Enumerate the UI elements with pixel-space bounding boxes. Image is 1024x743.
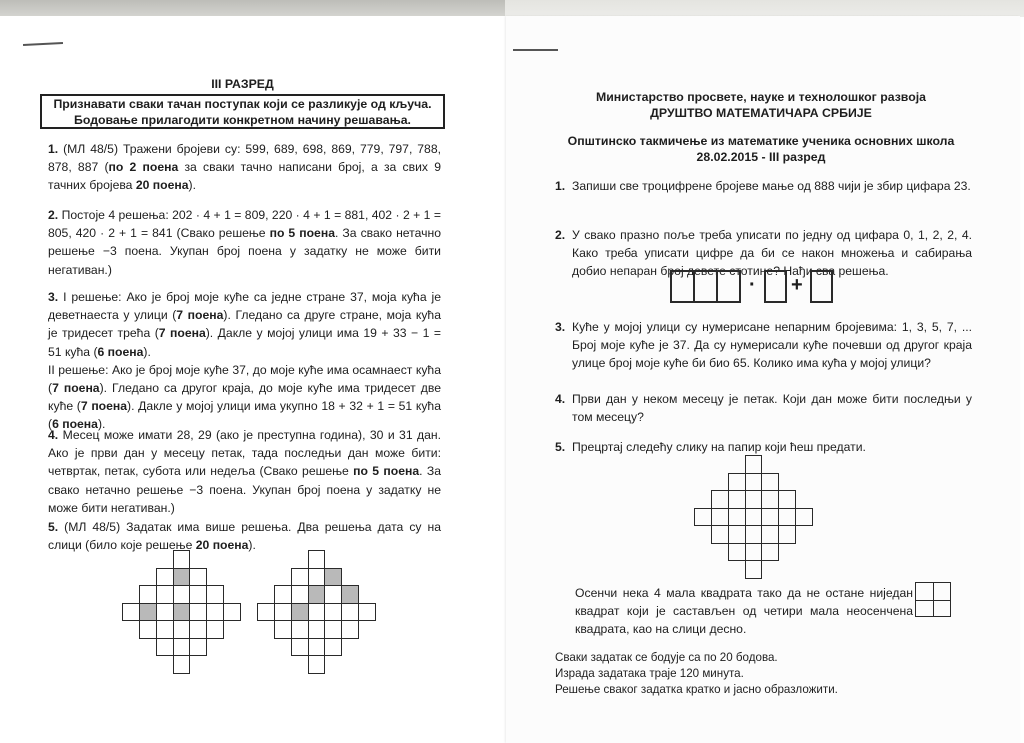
footer-line-3: Решење сваког задатка кратко и јасно образложити. <box>555 683 838 696</box>
problem-4 <box>555 390 972 426</box>
grid-cell <box>761 525 779 544</box>
multiply-sign: · <box>749 274 756 296</box>
grid-cell <box>173 585 191 604</box>
grid-cell <box>189 603 207 622</box>
grid-cell <box>291 585 309 604</box>
points-emphasis: 7 поена <box>80 399 128 414</box>
problem-5-text: Прецртај следећу слику на папир који ћеш предати. <box>572 440 866 454</box>
grid-cell <box>728 525 746 544</box>
grid-cell <box>308 568 326 587</box>
problem-5-number: 5. <box>555 440 566 454</box>
solution-text: ). Дакле у мојој улици има 19 + 33 − 1 = 51 кућа ( <box>48 326 441 359</box>
grid-cell <box>728 473 746 492</box>
grid-cell <box>206 603 224 622</box>
points-emphasis: 7 поена <box>176 308 224 323</box>
key-note-line2: Бодовање прилагодити конкретном начину решавања. <box>74 112 411 127</box>
points-emphasis: 6 поена <box>52 417 98 432</box>
grid-cell <box>173 638 191 657</box>
grid-cell <box>358 603 376 622</box>
grid-cell-shaded <box>341 585 359 604</box>
grid-cell <box>324 638 342 657</box>
solution-text: ). <box>143 344 151 359</box>
grid-cell <box>324 585 342 604</box>
solution-text: (МЛ 48/5) Задатак има више решења. Два решења дата су на слици (било које решење <box>48 520 441 553</box>
solution-text: ). Гледано са другог краја, до моје куће има тридесет две куће ( <box>48 381 441 414</box>
problem-3 <box>555 318 972 373</box>
digit-box-2 <box>693 270 718 303</box>
solution-number: 1. <box>48 142 59 156</box>
grid-cell <box>206 585 224 604</box>
problem-1-number: 1. <box>555 179 566 193</box>
grid-cell <box>206 620 224 639</box>
problem-5-note: Осенчи нека 4 мала квадрата тако да не остане ниједан квадрат који је састављен од четири мала неосенчена квадрата, као на слици десно. <box>575 586 913 637</box>
points-emphasis: 20 поена <box>135 178 189 193</box>
grid-cell-shaded <box>324 568 342 587</box>
solution-3 <box>48 288 441 434</box>
solution-text: ). <box>188 178 196 193</box>
solution-1 <box>48 140 441 195</box>
grid-cell <box>274 603 292 622</box>
problem-1-text: Запиши све троцифрене бројеве мање од 888 чији је збир цифара 23. <box>572 179 971 193</box>
grid-cell <box>745 473 763 492</box>
points-emphasis: по 5 поена <box>269 226 335 241</box>
solution-text: ). Гледано са друге стране, моја кућа је тридесет трећа ( <box>48 308 441 341</box>
grid-cell-shaded <box>173 603 191 622</box>
solution-text: Месец може имати 28, 29 (ако је преступна година), 30 и 31 дан. Ако је први дан у месецу петак, тада последњи дан може бити: четвртак, петак, субота или недеља (Свако решење <box>48 428 441 479</box>
grid-cell <box>156 585 174 604</box>
grid-cell <box>274 620 292 639</box>
pen-mark <box>23 42 63 46</box>
digit-box-5 <box>810 270 833 303</box>
points-emphasis: 6 поена <box>97 344 144 359</box>
solution-text: I решење: Ако је број моје куће са једне стране 37, моја кућа је деветнаеста у улици ( <box>48 290 441 323</box>
plus-sign: + <box>791 274 803 296</box>
grid-cell <box>308 638 326 657</box>
grid-cell <box>761 508 779 527</box>
points-emphasis: 7 поена <box>52 381 100 396</box>
grid-cell <box>694 508 712 527</box>
grid-cell <box>745 560 763 579</box>
grid-cell <box>711 490 729 509</box>
grid-cell <box>761 543 779 562</box>
grid-cell <box>745 490 763 509</box>
grid-cell <box>173 550 191 569</box>
footer-line-1: Сваки задатак се бодује са по 20 бодова. <box>555 651 778 664</box>
grid-cell <box>291 568 309 587</box>
grid-cell <box>711 508 729 527</box>
grid-cell <box>711 525 729 544</box>
grid-cell <box>778 508 796 527</box>
points-emphasis: по 2 поена <box>108 160 179 175</box>
digit-box-3 <box>716 270 741 303</box>
grid-cell <box>291 638 309 657</box>
grid-cell <box>745 508 763 527</box>
grid-cell <box>156 568 174 587</box>
problem-figure <box>694 455 812 578</box>
grid-cell <box>761 490 779 509</box>
problem-5 <box>555 438 972 456</box>
grid-cell <box>745 543 763 562</box>
second-solution <box>48 361 441 434</box>
solution-text: . За свако нетачно решење −3 поена. Укупан број поена у задатку не може бити негативан.) <box>48 464 441 515</box>
left-page-answer-key <box>0 16 510 743</box>
grid-cell <box>745 525 763 544</box>
key-note-box <box>40 94 445 129</box>
solution-number: 2. <box>48 208 59 222</box>
grid-cell <box>745 455 763 474</box>
problem-2-number: 2. <box>555 228 566 242</box>
date-grade: 28.02.2015 - III разред <box>696 150 826 164</box>
digit-box-1 <box>670 270 695 303</box>
solution-text: . За свако нетачно решење −3 поена. Укупан број поена у задатку не може бити негативан.) <box>48 226 441 277</box>
grid-cell <box>324 603 342 622</box>
solution-number: 3. <box>48 290 59 304</box>
grid-cell <box>173 655 191 674</box>
grid-cell <box>778 525 796 544</box>
grid-cell <box>728 490 746 509</box>
grid-cell <box>189 620 207 639</box>
solution-text: ). Дакле у мојој улици има укупно 18 + 32 + 1 = 51 кућа ( <box>48 399 441 432</box>
problem-3-text: Куће у мојој улици су нумерисане непарним бројевима: 1, 3, 5, 7, ... Број моје куће је 37. Да су нумерисали куће почевши од другог краја улице број моје куће би био 65. Колико има кућа у мојој улици? <box>572 320 972 371</box>
solution-text: ). <box>248 538 256 553</box>
grid-cell <box>189 568 207 587</box>
pen-mark <box>513 49 558 51</box>
solution-figure-2 <box>257 550 375 673</box>
problem-2-text: У свако празно поље треба уписати по једну од цифара 0, 1, 2, 2, 4. Како треба уписати цифре да би се након множења и сабирања добио непаран број девете стотине? Нађи сва решења. <box>572 228 972 279</box>
problem-3-number: 3. <box>555 320 566 334</box>
grid-cell <box>728 543 746 562</box>
solution-text: за сваки тачно написани број, а за свих 9 тачних бројева <box>48 160 441 193</box>
solution-text: (МЛ 48/5) <box>58 142 123 156</box>
grid-cell <box>223 603 241 622</box>
society-title: ДРУШТВО МАТЕМАТИЧАРА СРБИЈЕ <box>650 106 872 120</box>
points-emphasis: 20 поена <box>195 538 249 553</box>
grade-title: III РАЗРЕД <box>211 77 274 91</box>
grid-cell <box>778 490 796 509</box>
grid-cell <box>156 620 174 639</box>
ministry-title: Министарство просвете, науке и технолошког развоја <box>596 90 926 104</box>
problem-1 <box>555 177 972 195</box>
grid-cell <box>291 620 309 639</box>
solution-text: II решење: Ако је број моје куће 37, до моје куће има осамнаест кућа ( <box>48 362 441 396</box>
solution-text: ). <box>97 417 106 432</box>
grid-cell <box>139 585 157 604</box>
solution-2 <box>48 206 441 279</box>
competition-title: Општинско такмичење из математике ученика основних школа <box>567 134 955 148</box>
key-note-line1: Признавати сваки тачан поступак који се разликује од кључа. <box>53 97 432 111</box>
solution-5 <box>48 518 441 554</box>
grid-cell-shaded <box>308 585 326 604</box>
problem-4-text: Први дан у неком месецу је петак. Који дан може бити последњи у том месецу? <box>572 392 972 425</box>
grid-cell <box>341 603 359 622</box>
right-page-problems <box>506 16 1020 743</box>
grid-cell <box>308 550 326 569</box>
grid-cell <box>274 585 292 604</box>
solution-number: 4. <box>48 428 59 442</box>
points-emphasis: 7 поена <box>158 326 206 341</box>
grid-cell <box>189 638 207 657</box>
example-square <box>915 582 951 617</box>
grid-cell <box>156 603 174 622</box>
grid-cell <box>189 585 207 604</box>
grid-cell <box>156 638 174 657</box>
grid-cell <box>341 620 359 639</box>
grid-cell <box>173 620 191 639</box>
grid-cell <box>308 655 326 674</box>
grid-cell <box>308 620 326 639</box>
solution-text: Постоје 4 решења: 202 · 4 + 1 = 809, 220 · 4 + 1 = 881, 402 · 2 + 1 = 805, 420 · 2 + 1 = 841 (Свако решење <box>48 208 441 241</box>
footer-notes <box>555 650 838 698</box>
solution-4 <box>48 426 441 517</box>
grid-cell <box>795 508 813 527</box>
grid-cell <box>761 473 779 492</box>
solution-figure-1 <box>122 550 240 673</box>
grid-cell-shaded <box>291 603 309 622</box>
grid-cell <box>728 508 746 527</box>
grid-cell-shaded <box>173 568 191 587</box>
digit-box-4 <box>764 270 787 303</box>
grid-cell <box>308 603 326 622</box>
problem-4-number: 4. <box>555 392 566 406</box>
grid-cell <box>257 603 275 622</box>
grid-cell-shaded <box>139 603 157 622</box>
grid-cell <box>324 620 342 639</box>
grid-cell <box>122 603 140 622</box>
solution-text: Тражени бројеви су: 599, 689, 698, 869, 779, 797, 788, 878, 887 ( <box>48 142 441 175</box>
points-emphasis: по 5 поена <box>353 464 420 479</box>
grid-cell <box>139 620 157 639</box>
solution-number: 5. <box>48 520 59 534</box>
scan-edge-right <box>505 0 1024 17</box>
footer-line-2: Израда задатака траје 120 минута. <box>555 667 744 680</box>
